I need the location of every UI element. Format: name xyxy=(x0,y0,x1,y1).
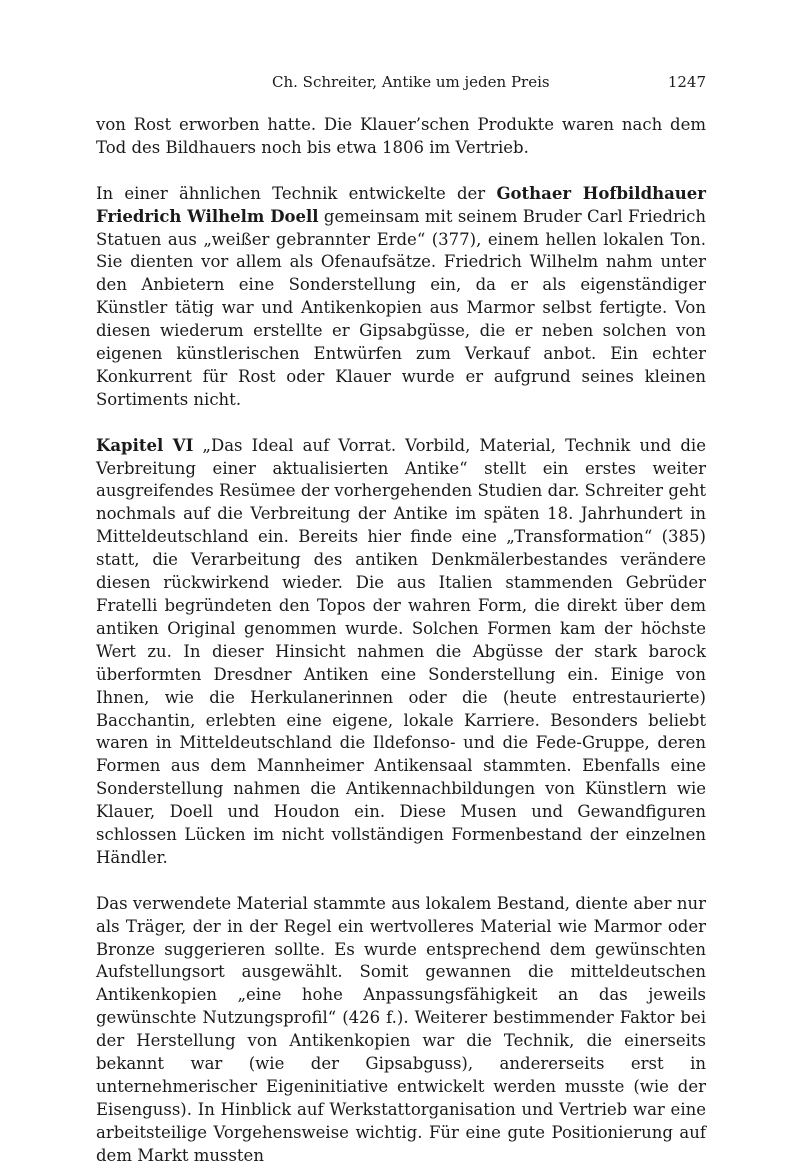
paragraph xyxy=(96,435,706,870)
paragraph xyxy=(96,183,706,412)
running-header xyxy=(96,70,706,94)
paragraph-text-prefix: In einer ähnlichen Technik entwickelte der xyxy=(96,183,497,203)
paragraph xyxy=(96,893,706,1168)
chapter-label: Kapitel VI xyxy=(96,435,194,455)
running-title: Ch. Schreiter, Antike um jeden Preis xyxy=(272,73,550,91)
page-number: 1247 xyxy=(667,73,706,91)
paragraph-text: „Das Ideal auf Vorrat. Vorbild, Material, Technik und die Verbreitung einer aktualisierten Antike“ stellt ein erstes weiter ausgreifendes Resümee der vorhergehenden Studien dar. Schreiter geht nochmals auf die Verbreitung der Antike im späten 18. Jahrhundert in Mitteldeutschland ein. Bereits hier finde eine „Transformation“ (385) statt, die Verarbeitung des antiken Denkmälerbestandes verändere diesen rückwirkend wieder. Die aus Italien stammenden Gebrüder Fratelli begründeten den Topos der wahren Form, die direkt über dem antiken Original genommen wurde. Solchen Formen kam der höchste Wert zu. In dieser Hinsicht nahmen die Abgüsse der stark barock überformten Dresdner Antiken eine Sonderstellung ein. Einige von Ihnen, wie die Herkulanerinnen oder die (heute entrestaurierte) Bacchantin, erlebten eine eigene, lokale Karriere. Besonders beliebt waren in Mitteldeutschland die Ildefonso- und die Fede-Gruppe, deren Formen aus dem Mannheimer Antikensaal stammten. Ebenfalls eine Sonderstellung nahmen die Antikennachbildungen von Künstlern wie Klauer, Doell und Houdon ein. Diese Musen und Gewandfiguren schlossen Lücken im nicht vollständigen Formenbestand der einzelnen Händler. xyxy=(96,435,706,867)
document-page xyxy=(96,70,706,1168)
paragraph-text: Das verwendete Material stammte aus lokalem Bestand, diente aber nur als Träger, der in der Regel ein wertvolleres Material wie Marmor oder Bronze suggerieren sollte. Es wurde entsprechend dem gewünschten Aufstellungsort ausgewählt. Somit gewannen die mitteldeutschen Antikenkopien „eine hohe Anpassungsfähigkeit an das jeweils gewünschte Nutzungsprofil“ (426 f.). Weiterer bestimmender Faktor bei der Herstellung von Antikenkopien war die Technik, die einerseits bekannt war (wie der Gipsabguss), andererseits erst in unternehmerischer Eigeninitiative entwickelt werden musste (wie der Eisenguss). In Hinblick auf Werkstattorganisation und Vertrieb war eine arbeitsteilige Vorgehensweise wichtig. Für eine gute Positionierung auf dem Markt mussten xyxy=(96,893,706,1165)
bold-name-doell: Gothaer Hofbildhauer Friedrich Wilhelm Doell xyxy=(96,183,706,226)
paragraph xyxy=(96,114,706,160)
paragraph-text: von Rost erworben hatte. Die Klauer’schen Produkte waren nach dem Tod des Bildhauers noch bis etwa 1806 im Vertrieb. xyxy=(96,115,706,157)
paragraph-text: gemeinsam mit seinem Bruder Carl Friedrich Statuen aus „weißer gebrannter Erde“ (377), einem hellen lokalen Ton. Sie dienten vor allem als Ofenaufsätze. Friedrich Wilhelm nahm unter den Anbietern eine Sonderstellung ein, da er als eigenständiger Künstler tätig war und Antikenkopien aus Marmor selbst fertigte. Von diesen wiederum erstellte er Gipsabgüsse, die er neben solchen von eigenen künstlerischen Entwürfen zum Verkauf anbot. Ein echter Konkurrent für Rost oder Klauer wurde er aufgrund seines kleinen Sortiments nicht. xyxy=(96,206,706,409)
body-text xyxy=(96,114,706,1168)
